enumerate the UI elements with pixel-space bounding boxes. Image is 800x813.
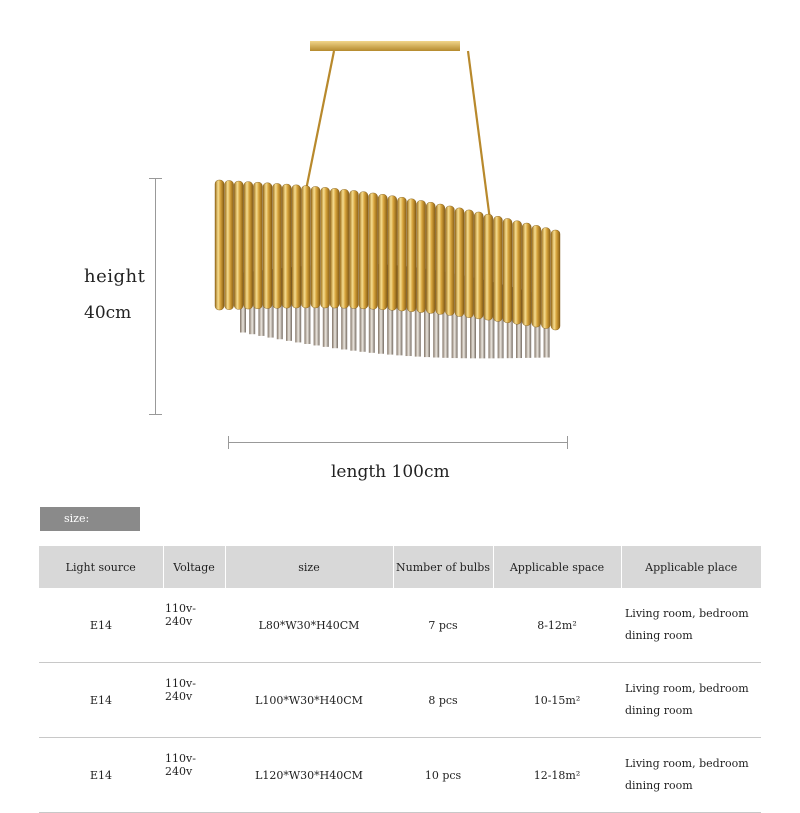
cell-space: 12-18m² (493, 738, 621, 813)
gold-plate (417, 200, 426, 312)
gold-plate (311, 186, 320, 307)
gold-plate (321, 187, 330, 308)
chain-left (304, 51, 334, 200)
cell-light-source: E14 (39, 588, 163, 663)
gold-plate (369, 193, 378, 309)
gold-plate (244, 182, 253, 309)
cell-voltage: 110v-240v (163, 738, 225, 813)
gold-plate (522, 223, 531, 326)
gold-plate (215, 180, 224, 310)
cell-place (621, 663, 761, 738)
cell-space: 8-12m² (493, 588, 621, 663)
cell-space: 10-15m² (493, 663, 621, 738)
gold-plate (378, 194, 387, 309)
gold-plate (263, 183, 272, 309)
gold-plate (388, 196, 397, 311)
height-dimension-line (155, 178, 156, 415)
cell-bulbs: 7 pcs (393, 588, 493, 663)
height-dimension-cap-top (149, 178, 162, 179)
length-dimension-cap-left (228, 436, 229, 449)
gold-plate (359, 192, 368, 309)
cell-place (621, 738, 761, 813)
gold-plate (253, 182, 262, 309)
length-dimension-line (228, 442, 568, 443)
gold-plate (282, 184, 291, 308)
gold-plate (445, 206, 454, 315)
cell-size: L80*W30*H40CM (225, 588, 393, 663)
place-line-1: Living room, bedroom (625, 607, 749, 620)
length-dimension-cap-right (567, 436, 568, 449)
gold-plate (465, 210, 474, 318)
gold-plate (436, 204, 445, 314)
height-value: 40cm (84, 303, 132, 323)
chandelier-image (200, 20, 580, 420)
header-size: size (225, 546, 393, 588)
header-applicable-space: Applicable space (493, 546, 621, 588)
gold-plate (225, 181, 234, 310)
cell-place (621, 588, 761, 663)
cell-bulbs: 10 pcs (393, 738, 493, 813)
gold-plate (330, 188, 339, 308)
gold-plate (349, 190, 358, 308)
gold-plate (426, 202, 435, 313)
header-voltage: Voltage (163, 546, 225, 588)
table-header-row (39, 546, 761, 588)
table-row (39, 588, 761, 663)
gold-plate (532, 225, 541, 327)
header-light-source: Light source (39, 546, 163, 588)
length-label: length 100cm (331, 462, 450, 482)
place-line-2: dining room (625, 629, 693, 642)
cell-voltage: 110v-240v (163, 663, 225, 738)
place-line-1: Living room, bedroom (625, 757, 749, 770)
gold-plate (551, 230, 560, 330)
gold-plate (503, 219, 512, 323)
specs-table (39, 546, 761, 813)
chain-right (468, 51, 490, 220)
gold-plate (493, 216, 502, 321)
place-line-2: dining room (625, 779, 693, 792)
ceiling-bar (310, 41, 460, 51)
gold-plate (340, 189, 349, 308)
header-number-of-bulbs: Number of bulbs (393, 546, 493, 588)
cell-light-source: E14 (39, 738, 163, 813)
height-label: height (84, 266, 146, 287)
height-dimension-cap-bottom (149, 414, 162, 415)
cell-size: L120*W30*H40CM (225, 738, 393, 813)
gold-plate (474, 212, 483, 319)
place-line-2: dining room (625, 704, 693, 717)
cell-bulbs: 8 pcs (393, 663, 493, 738)
header-applicable-place: Applicable place (621, 546, 761, 588)
table-row (39, 663, 761, 738)
gold-plate (541, 228, 550, 329)
gold-plate (301, 186, 310, 308)
size-tab: size: (40, 507, 140, 531)
gold-plate (234, 181, 243, 309)
cell-voltage: 110v-240v (163, 588, 225, 663)
gold-plate (513, 221, 522, 324)
gold-plate (455, 208, 464, 317)
gold-plate (292, 185, 301, 308)
gold-plate (397, 197, 406, 311)
gold-plate (273, 183, 282, 308)
cell-light-source: E14 (39, 663, 163, 738)
gold-plate (407, 199, 416, 312)
gold-plate (484, 214, 493, 320)
place-line-1: Living room, bedroom (625, 682, 749, 695)
table-row (39, 738, 761, 813)
cell-size: L100*W30*H40CM (225, 663, 393, 738)
